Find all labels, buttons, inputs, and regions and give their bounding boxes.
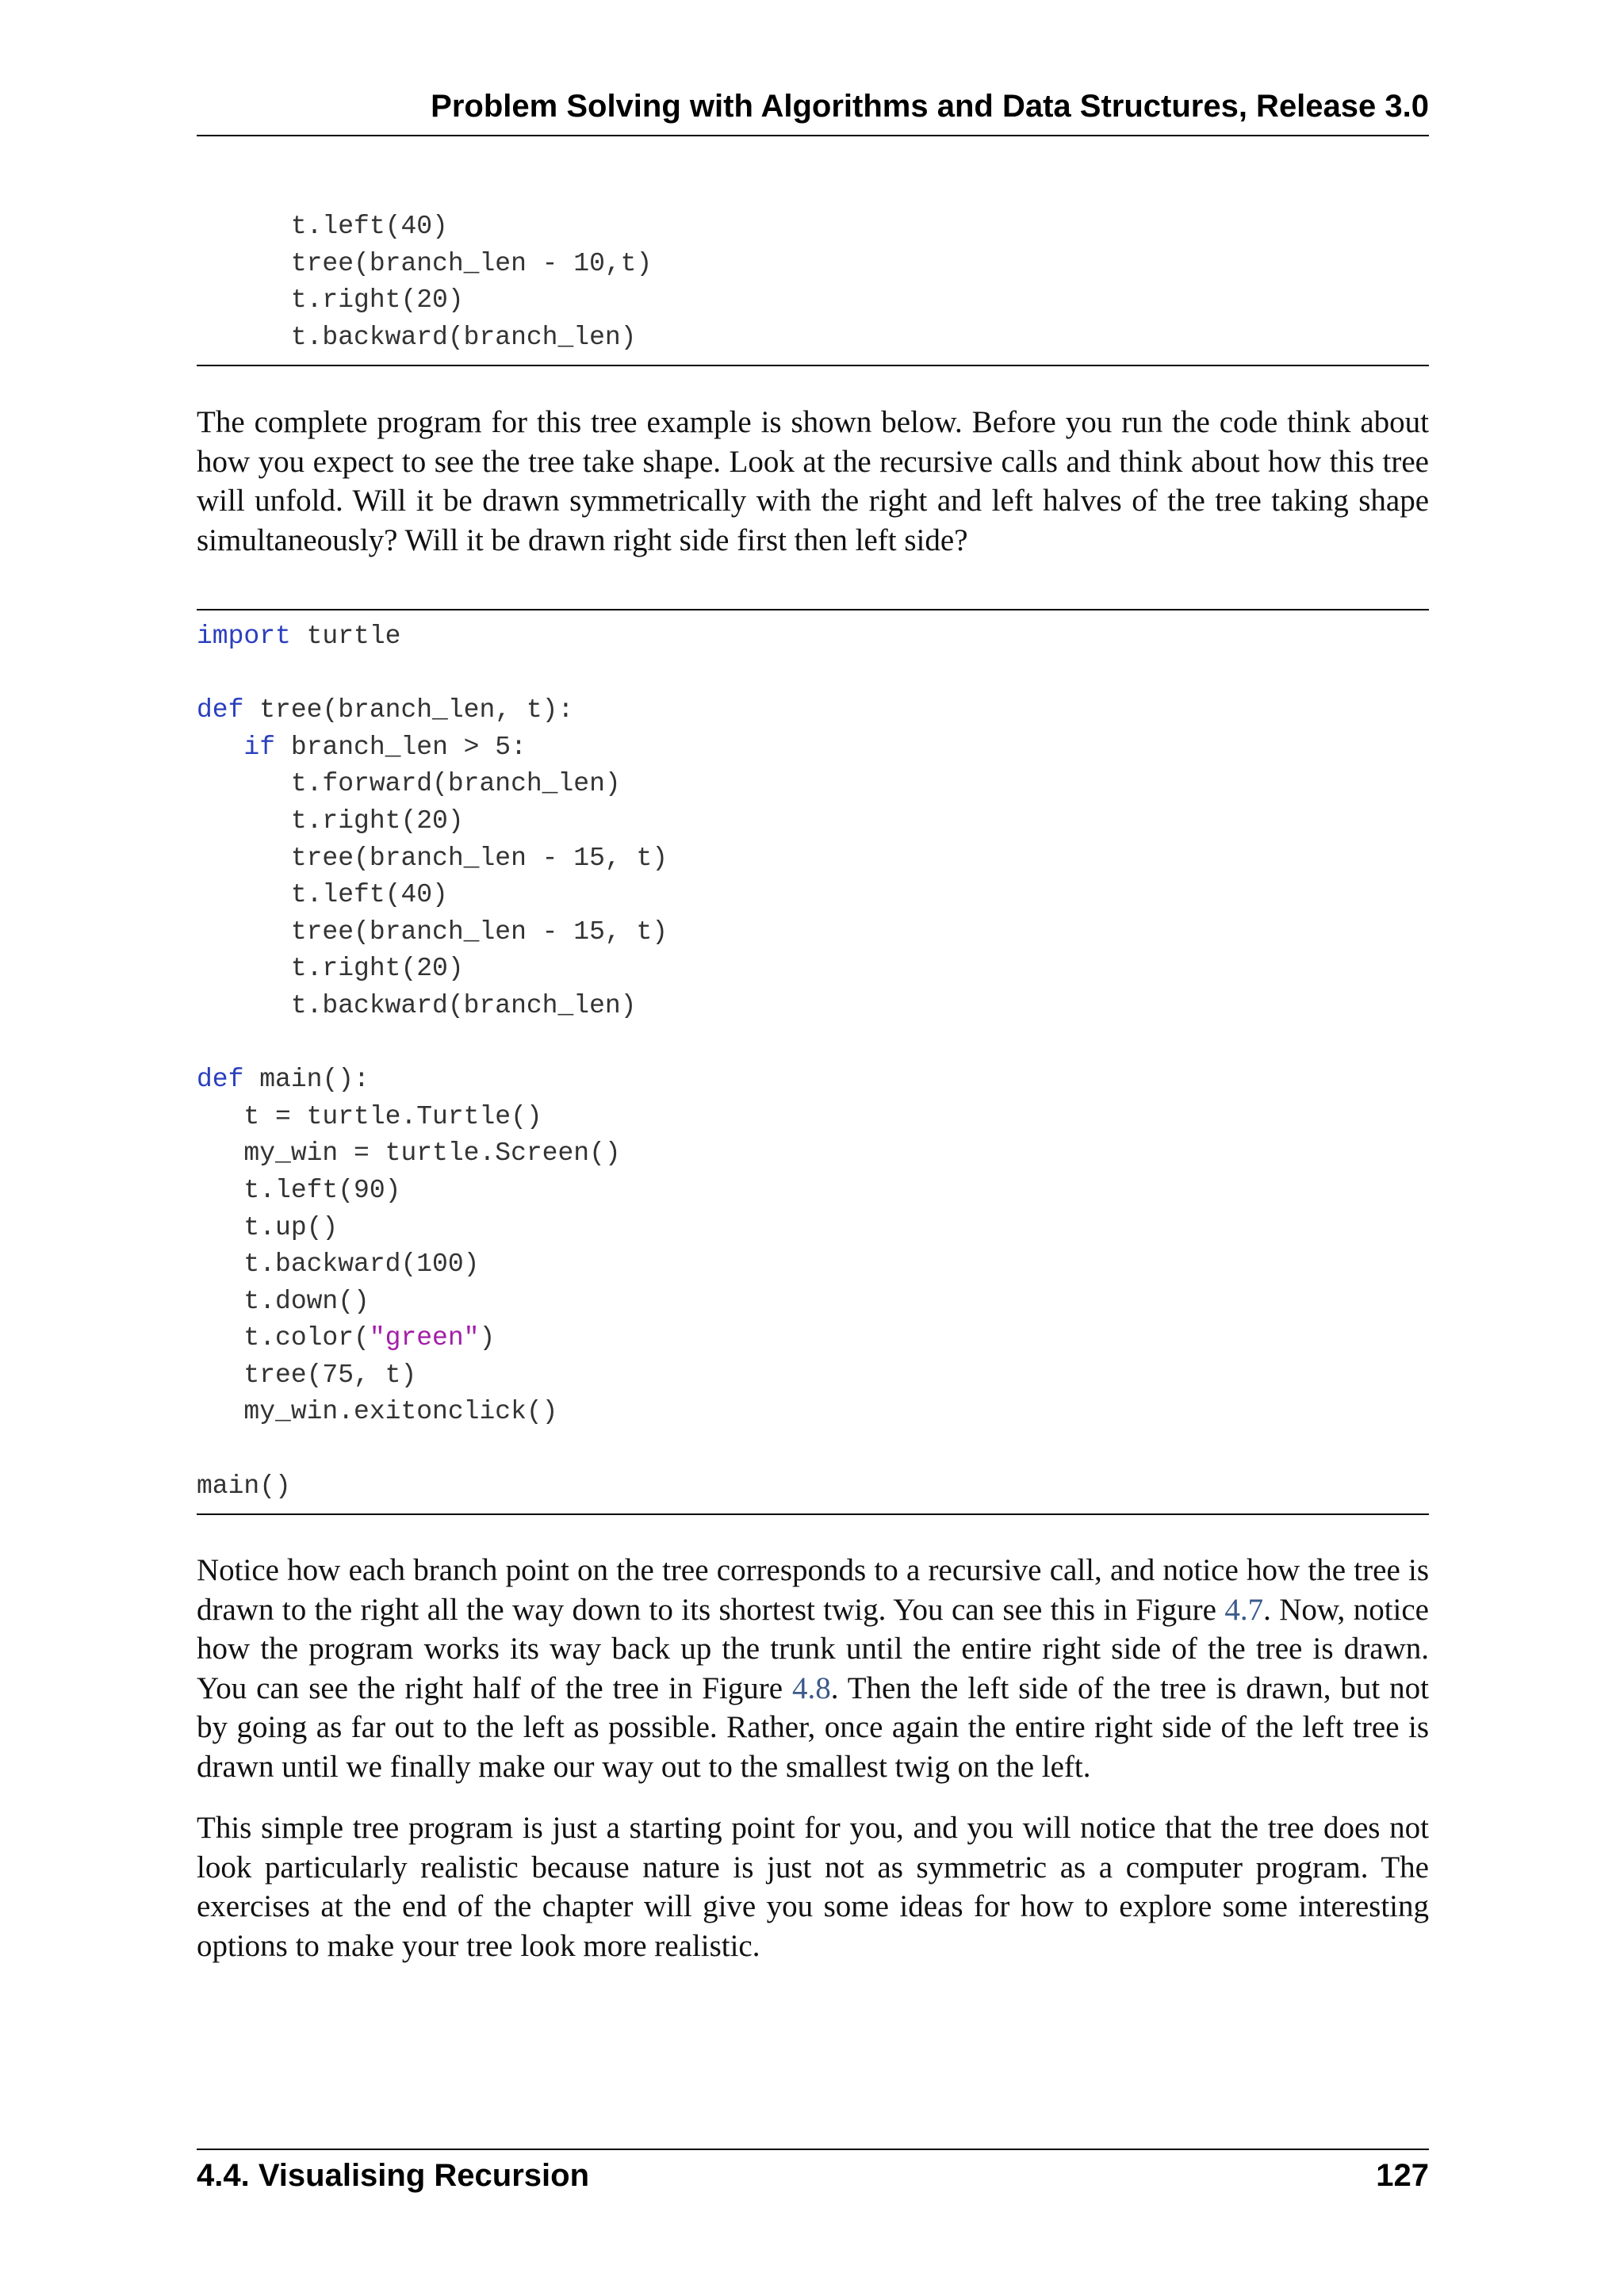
code-text: t.down() — [197, 1286, 370, 1316]
code-line — [197, 1320, 1429, 1357]
code-line — [197, 1431, 1429, 1468]
code-line — [197, 766, 1429, 803]
code-string: "green" — [369, 1323, 480, 1353]
running-header-title: Problem Solving with Algorithms and Data Structures, Release 3.0 — [431, 89, 1429, 124]
page-number: 127 — [1376, 2158, 1429, 2193]
code-line — [197, 1025, 1429, 1062]
code-line — [197, 877, 1429, 914]
code-line — [197, 1357, 1429, 1395]
paragraph-text: . Now, notice how the program works its way back up the trunk until the entire right side of the tree is drawn. You can see the right half of the tree in Figure — [197, 1592, 1429, 1705]
code-text: my_win = turtle.Screen() — [197, 1138, 621, 1169]
code-line — [197, 914, 1429, 951]
code-text: t.right(20) — [197, 806, 464, 836]
header-rule — [197, 135, 1429, 136]
document-page — [197, 0, 1429, 2296]
code-text: t.backward(branch_len) — [197, 322, 637, 352]
code-text: tree(branch_len - 10,t) — [197, 248, 653, 278]
paragraph-text: Notice how each branch point on the tree corresponds to a recursive call, and notice how the tree is drawn to the right all the way down to its shortest twig. You can see this in Figure — [197, 1553, 1429, 1627]
code-keyword: def — [197, 695, 244, 725]
code-text: t = turtle.Turtle() — [197, 1101, 542, 1131]
code-text: t.up() — [197, 1212, 339, 1242]
paragraph-conclusion: This simple tree program is just a starting point for you, and you will notice that the tree does not look particularly realistic because nature is just not as symmetric as a computer program. The exercises at the end of the chapter will give you some ideas for how to explore some interesting options to make your tree look more realistic. — [197, 1811, 1429, 1963]
code-text: t.right(20) — [197, 285, 464, 316]
code-block-top-rule — [197, 609, 1429, 610]
footer-rule — [197, 2149, 1429, 2150]
code-line — [197, 1246, 1429, 1284]
code-text: tree(branch_len, t): — [243, 695, 574, 725]
figure-link-4-8[interactable]: 4.8 — [792, 1670, 831, 1705]
paragraph-text: . Then the left side of the tree is drawn, but not by going as far out to the left as possible. Rather, once again the entire right side of the left tree is drawn until we finally make our way out to the smallest twig on the left. — [197, 1670, 1429, 1784]
code-block-fragment — [197, 209, 1429, 356]
code-line — [197, 320, 1429, 357]
code-text: t.color( — [197, 1323, 370, 1353]
code-line — [197, 1062, 1429, 1099]
code-line — [197, 656, 1429, 693]
code-text: tree(75, t) — [197, 1360, 417, 1390]
code-line — [197, 1099, 1429, 1136]
code-text: t.backward(branch_len) — [197, 990, 637, 1020]
code-text: t.left(40) — [197, 880, 448, 910]
code-text: t.left(40) — [197, 212, 448, 241]
code-text: main() — [197, 1471, 291, 1501]
code-line — [197, 988, 1429, 1025]
code-keyword: import — [197, 622, 291, 651]
code-block-bottom-rule — [197, 1513, 1429, 1515]
code-line — [197, 1210, 1429, 1247]
code-line — [197, 1468, 1429, 1506]
code-line — [197, 692, 1429, 729]
footer-section-title: 4.4. Visualising Recursion — [197, 2158, 589, 2193]
code-keyword: if — [243, 732, 276, 762]
code-line — [197, 1284, 1429, 1321]
code-text: t.backward(100) — [197, 1249, 480, 1280]
code-text: tree(branch_len - 15, t) — [197, 843, 668, 873]
code-text: main(): — [243, 1065, 370, 1095]
code-line — [197, 1135, 1429, 1173]
figure-link-4-7[interactable]: 4.7 — [1224, 1592, 1264, 1627]
code-block-bottom-rule — [197, 365, 1429, 366]
code-line — [197, 209, 1429, 246]
code-line — [197, 618, 1429, 656]
code-line — [197, 951, 1429, 988]
paragraph-intro: The complete program for this tree example is shown below. Before you run the code think about how you expect to see the tree take shape. Look at the recursive calls and think about how this tree will unfold. Will it be drawn symmetrically with the right and left halves of the tree taking shape simultaneously? Will it be drawn right side first then left side? — [197, 405, 1429, 557]
code-line — [197, 840, 1429, 878]
paragraph-explanation — [197, 1551, 1429, 1786]
code-text: t.right(20) — [197, 954, 464, 984]
code-text: turtle — [290, 622, 401, 651]
code-text: tree(branch_len - 15, t) — [197, 916, 668, 947]
code-text: my_win.exitonclick() — [197, 1397, 558, 1427]
code-line — [197, 729, 1429, 767]
code-text: ) — [479, 1323, 496, 1353]
code-keyword: def — [197, 1065, 244, 1095]
code-line — [197, 803, 1429, 840]
code-text — [197, 733, 243, 762]
code-line — [197, 1394, 1429, 1431]
code-text: t.forward(branch_len) — [197, 769, 621, 799]
code-line — [197, 282, 1429, 320]
code-text: t.left(90) — [197, 1175, 401, 1205]
code-text: branch_len > 5: — [275, 732, 527, 762]
code-block-program — [197, 618, 1429, 1505]
code-line — [197, 1173, 1429, 1210]
code-line — [197, 246, 1429, 283]
